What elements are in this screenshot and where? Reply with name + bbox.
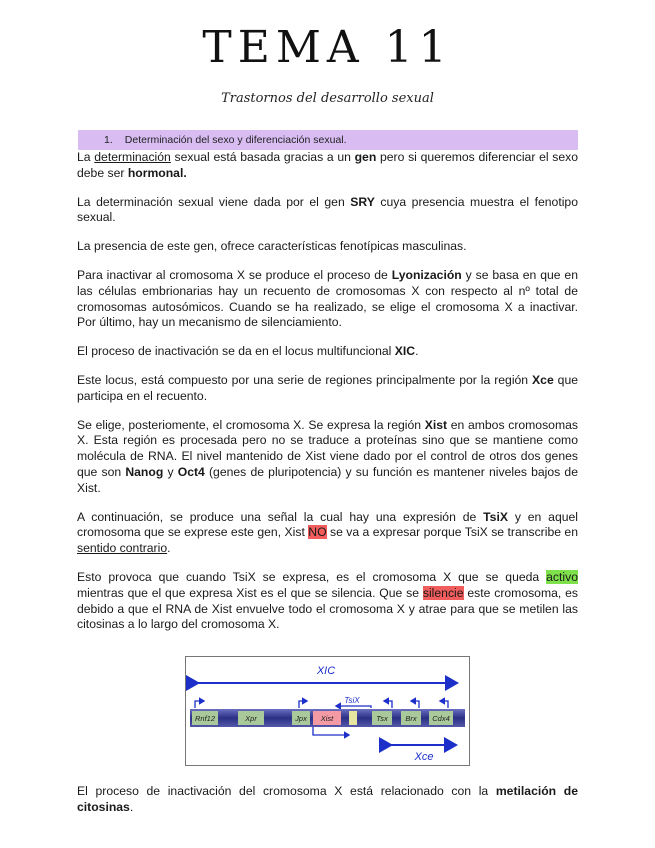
xce-label: Xce bbox=[414, 751, 434, 763]
gene-xist-label: Xist bbox=[320, 714, 334, 723]
rnf12-promoter-arrow bbox=[195, 701, 204, 708]
page-title: TEMA 11 bbox=[202, 22, 453, 73]
paragraph-3: La presencia de este gen, ofrece características fenotípicas masculinas. bbox=[77, 239, 467, 254]
gene-xpr-label: Xpr bbox=[245, 714, 257, 723]
paragraph-2: La determinación sexual viene dada por el gen SRY cuya presencia muestra el fenotipo sexual. bbox=[77, 194, 578, 225]
xist-transcript-arrow bbox=[313, 727, 349, 735]
gene-jpx-label: Jpx bbox=[295, 714, 307, 723]
paragraph-7: Se elige, posteriomente, el cromosoma X. Se expresa la región Xist en ambos cromosomas X. Esta región es procesada pero no se traduce a proteínas sino que se mantiene como molécula de RNA. El nivel mantenido de Xist viene dado por el control de otros dos genes que son Nanog y Oct4 (genes de pluripotencia) y su función es mantener niveles bajos de Xist. bbox=[77, 417, 578, 495]
page-subtitle: Trastornos del desarrollo sexual bbox=[221, 91, 434, 106]
tsix-region-box bbox=[349, 711, 357, 725]
gene-rnf12-label: Rnf12 bbox=[194, 714, 216, 723]
gene-tsx-label: Tsx bbox=[376, 714, 388, 723]
cdx4-promoter-arrow bbox=[440, 701, 448, 708]
tsx-promoter-arrow bbox=[384, 701, 392, 708]
tsix-label: TsiX bbox=[344, 696, 360, 705]
section-heading bbox=[78, 130, 578, 150]
paragraph-8: A continuación, se produce una señal la cual hay una expresión de TsiX y en aquel cromosoma que se exprese este gen, Xist NO se va a expresar porque TsiX se transcribe en sentido contrario. bbox=[77, 509, 578, 556]
tsix-transcript-arrow bbox=[336, 706, 371, 708]
paragraph-5: El proceso de inactivación se da en el locus multifuncional XIC. bbox=[77, 344, 419, 359]
document-body bbox=[77, 150, 578, 646]
paragraph-1: La determinación sexual está basada gracias a un gen pero si queremos diferenciar el sexo debe ser hormonal. bbox=[77, 150, 579, 180]
section-number: 1. bbox=[104, 134, 113, 146]
brx-promoter-arrow bbox=[411, 701, 419, 708]
paragraph-9: Esto provoca que cuando TsiX se expresa, es el cromosoma X que se queda activo mientras que el que expresa Xist es el que se silencia. Que se silencie este cromosoma, es debido a que el RNA de Xist envuelve todo el cromosoma X y atrae para que se metilen las citosinas a lo largo del cromosoma X. bbox=[77, 569, 578, 632]
section-label: Determinación del sexo y diferenciación sexual. bbox=[124, 134, 347, 146]
xic-label: XIC bbox=[316, 665, 336, 677]
paragraph-4: Para inactivar al cromosoma X se produce el proceso de Lyonización y se basa en que en las células embrionarias hay un recuento de cromosomas X con respecto al nº total de cromosomas autosómicos. Cuando se ha realizado, se elige el cromosoma X a inactivar. Por último, hay un mecanismo de silenciamiento. bbox=[77, 267, 578, 330]
highlight-activo: activo bbox=[546, 569, 578, 584]
highlight-silencie: silencie bbox=[422, 585, 464, 600]
paragraph-10: El proceso de inactivación del cromosoma X está relacionado con la metilación de citosinas. bbox=[77, 784, 578, 814]
gene-brx-label: Brx bbox=[405, 714, 417, 723]
paragraph-6: Este locus, está compuesto por una serie de regiones principalmente por la región Xce que participa en el recuento. bbox=[77, 372, 578, 403]
gene-cdx4-label: Cdx4 bbox=[432, 714, 450, 723]
xic-locus-diagram bbox=[185, 656, 470, 766]
highlight-no: NO bbox=[308, 525, 327, 540]
jpx-promoter-arrow bbox=[299, 701, 307, 708]
